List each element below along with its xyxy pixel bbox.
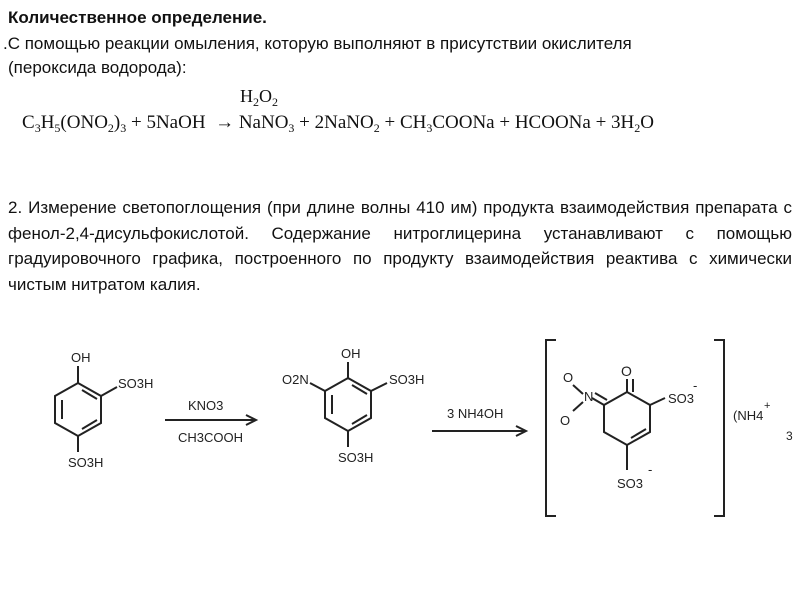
- saponification-equation: $C_3H_5(ONO_2)_3$ + 5NaOH → NaNO$_3$ + 2NaNO$_2$ + $CH_3COONa$ + HCOONa + $3H_2O$: [22, 112, 654, 135]
- nitrogen-label: N: [584, 389, 594, 404]
- catalyst-formula: $H_2O_2$: [240, 86, 278, 109]
- so3h-right-label: SO3H: [389, 372, 425, 387]
- reagent-acetic-acid: CH3COOH: [178, 430, 244, 445]
- so3h-bottom-label: SO3H: [68, 455, 104, 470]
- counterion-subscript: 3: [786, 429, 793, 443]
- reagent-kno3: KNO3: [188, 398, 224, 413]
- counterion-charge: +: [764, 400, 771, 412]
- so3h-bottom-label-2: SO3H: [338, 450, 374, 465]
- nitro-o-label: O: [563, 370, 574, 385]
- reaction-scheme: [0, 330, 800, 520]
- oh-label-2: OH: [341, 346, 361, 361]
- so3-right-label: SO3: [668, 391, 695, 406]
- left-bracket: [546, 340, 556, 516]
- so3-right-charge: -: [693, 378, 698, 393]
- so3-bottom-charge: -: [648, 462, 653, 477]
- method1-line1: .С помощью реакции омыления, которую выполняют в присутствии окислителя: [3, 34, 632, 53]
- right-bracket: [714, 340, 724, 516]
- reagent-ammonia: 3 NH4OH: [447, 406, 504, 421]
- counterion-label: (NH4: [733, 408, 764, 423]
- method2-paragraph: 2. Измерение светопоглощения (при длине волны 410 им) продукта взаимодействия препарата с фенол-2,4-дисульфокислотой. Содержание нитроглицерина устанавливают с помощью градуировочного графика, построенного по продукту взаимодействия реактива с химически чистым нитратом калия.: [8, 198, 792, 294]
- quinoid-ring-product: [604, 392, 650, 445]
- reaction-arrow: →: [215, 112, 235, 133]
- section-heading: Количественное определение.: [8, 8, 267, 27]
- nitro-o-minus-label: O: [560, 413, 571, 428]
- method1-line2: (пероксида водорода):: [8, 58, 187, 77]
- carbonyl-o-label: O: [621, 363, 632, 379]
- oh-label: OH: [71, 350, 91, 365]
- no2-label: O2N: [282, 372, 309, 387]
- so3h-label: SO3H: [118, 376, 154, 391]
- so3-bottom-label: SO3: [617, 476, 644, 491]
